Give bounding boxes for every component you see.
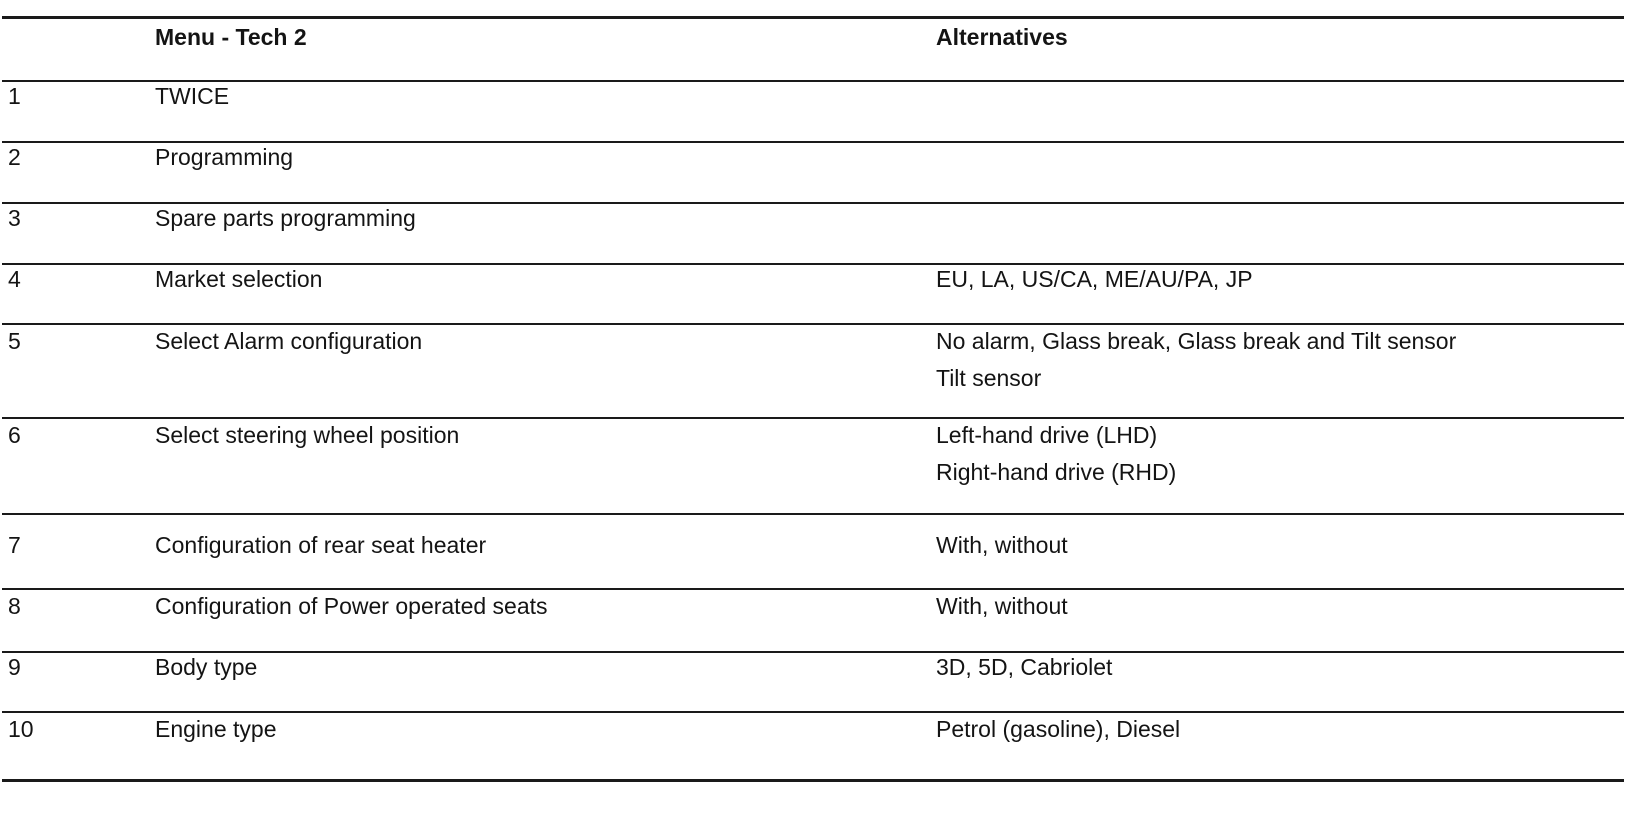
alternative-line: No alarm, Glass break, Glass break and Tilt sensor <box>936 328 1457 354</box>
alternative-line: EU, LA, US/CA, ME/AU/PA, JP <box>936 266 1253 292</box>
alternative-line: Tilt sensor <box>936 365 1042 391</box>
row-alternatives <box>936 323 1456 397</box>
row-menu-item: Configuration of rear seat heater <box>155 532 487 558</box>
row-number: 10 <box>8 716 34 742</box>
row-number: 2 <box>8 144 21 170</box>
row-menu-item: Engine type <box>155 716 277 742</box>
row-menu-item: Select steering wheel position <box>155 422 460 448</box>
alternative-line: With, without <box>936 593 1068 619</box>
row-number: 8 <box>8 593 21 619</box>
row-number: 1 <box>8 83 21 109</box>
row-number: 5 <box>8 328 21 354</box>
row-alternatives <box>936 417 1176 491</box>
row-number: 6 <box>8 422 21 448</box>
alternative-line: Petrol (gasoline), Diesel <box>936 716 1181 742</box>
alternative-line: With, without <box>936 532 1068 558</box>
row-menu-item: Body type <box>155 654 258 680</box>
alternative-line: 3D, 5D, Cabriolet <box>936 654 1113 680</box>
row-alternatives <box>936 527 1068 564</box>
row-number: 9 <box>8 654 21 680</box>
row-divider <box>2 513 1624 515</box>
row-number: 3 <box>8 205 21 231</box>
row-menu-item: TWICE <box>155 83 230 109</box>
row-menu-item: Configuration of Power operated seats <box>155 593 548 619</box>
header-alternatives: Alternatives <box>936 24 1068 50</box>
row-alternatives <box>936 711 1180 748</box>
row-number: 7 <box>8 532 21 558</box>
row-number: 4 <box>8 266 21 292</box>
row-menu-item: Select Alarm configuration <box>155 328 423 354</box>
header-bottom-rule <box>2 80 1624 82</box>
row-menu-item: Programming <box>155 144 294 170</box>
alternative-line: Left-hand drive (LHD) <box>936 422 1158 448</box>
header-menu: Menu - Tech 2 <box>155 24 307 50</box>
row-alternatives <box>936 588 1068 625</box>
row-menu-item: Market selection <box>155 266 323 292</box>
row-menu-item: Spare parts programming <box>155 205 416 231</box>
row-alternatives <box>936 649 1112 686</box>
table-bottom-rule <box>2 779 1624 782</box>
alternative-line: Right-hand drive (RHD) <box>936 459 1177 485</box>
row-alternatives <box>936 261 1253 298</box>
